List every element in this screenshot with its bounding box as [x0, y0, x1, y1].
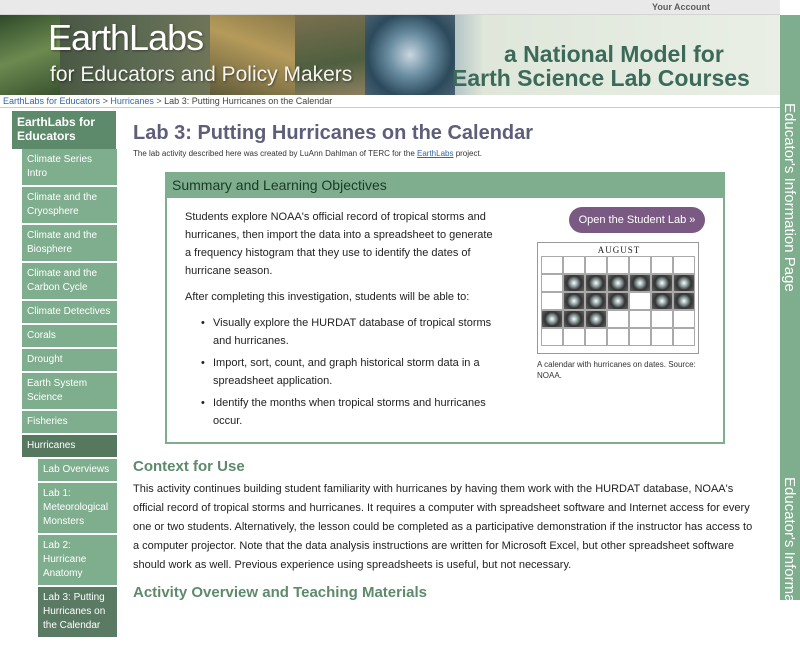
educator-info-label-repeat: Educator's Information Page — [781, 477, 798, 666]
account-bar — [0, 0, 780, 15]
sidebar-item-drought[interactable]: Drought — [22, 349, 117, 373]
site-subtitle: for Educators and Policy Makers — [50, 63, 353, 86]
sidebar-list — [22, 149, 117, 639]
calendar-cell — [651, 310, 673, 328]
calendar-cell — [541, 328, 563, 346]
calendar-cell — [629, 328, 651, 346]
hurricane-calendar-image — [537, 242, 699, 354]
site-banner[interactable] — [0, 15, 780, 95]
hurricane-day-cell — [629, 274, 651, 292]
credit-suffix: project. — [453, 149, 482, 158]
calendar-cell — [629, 256, 651, 274]
summary-heading: Summary and Learning Objectives — [167, 174, 723, 198]
objective-item: • Import, sort, count, and graph historical storm data in a spreadsheet application. — [195, 354, 495, 390]
hurricane-day-cell — [563, 274, 585, 292]
calendar-cell — [629, 310, 651, 328]
site-tagline-line2: Earth Science Lab Courses — [452, 65, 750, 91]
hurricane-day-cell — [585, 274, 607, 292]
hurricane-day-cell — [673, 274, 695, 292]
calendar-grid — [541, 256, 697, 352]
context-body: This activity continues building student familiarity with hurricanes by having them work with the HURDAT database, NOAA's official record of tropical storms and hurricanes. It requires a computer with spreadsheet software and Internet access for every one or two students. Alternatively, the lesson could be completed as a participative demonstration if the instructor has access to a computer projector. Note that the data analysis instructions are written for Microsoft Excel, but other spreadsheet software should work as well. Previous experience using spreadsheets is useful, but not necessary. — [133, 483, 753, 571]
calendar-caption: A calendar with hurricanes on dates. Source: NOAA. — [537, 360, 696, 380]
educator-info-tab — [780, 15, 800, 666]
calendar-cell — [585, 328, 607, 346]
calendar-month-label: AUGUST — [597, 245, 641, 255]
calendar-cell — [585, 256, 607, 274]
calendar-cell — [651, 328, 673, 346]
open-student-lab-button[interactable]: Open the Student Lab » — [569, 207, 705, 233]
sidebar-item-earth-system-science[interactable]: Earth System Science — [22, 373, 117, 411]
calendar-cell — [607, 328, 629, 346]
hurricane-day-cell — [673, 292, 695, 310]
summary-box — [165, 172, 725, 444]
activity-heading: Activity Overview and Teaching Materials — [133, 584, 427, 601]
hurricane-day-cell — [563, 292, 585, 310]
calendar-cell — [541, 274, 563, 292]
breadcrumb-link-hurricanes[interactable]: Hurricanes — [110, 96, 154, 106]
summary-body — [185, 208, 495, 434]
sidebar-header[interactable]: EarthLabs for Educators — [12, 111, 116, 149]
calendar-cell — [651, 256, 673, 274]
sidebar-item-hurricanes[interactable]: Hurricanes — [22, 435, 117, 459]
hurricane-day-cell — [651, 292, 673, 310]
calendar-cell — [607, 310, 629, 328]
educator-info-label: Educator's Information Page — [781, 103, 798, 292]
sidebar-item-fisheries[interactable]: Fisheries — [22, 411, 117, 435]
objective-item: • Visually explore the HURDAT database of tropical storms and hurricanes. — [195, 314, 495, 350]
breadcrumb-separator: > — [156, 96, 162, 106]
sidebar-subitem-lab-overviews[interactable]: Lab Overviews — [38, 459, 117, 483]
calendar-cell — [673, 256, 695, 274]
credit-prefix: The lab activity described here was created by LuAnn Dahlman of TERC for the — [133, 149, 417, 158]
hurricane-day-cell — [607, 292, 629, 310]
sidebar-item-climate-detectives[interactable]: Climate Detectives — [22, 301, 117, 325]
sidebar-item-climate-carbon-cycle[interactable]: Climate and the Carbon Cycle — [22, 263, 117, 301]
sidebar-item-climate-series-intro[interactable]: Climate Series Intro — [22, 149, 117, 187]
calendar-cell — [673, 328, 695, 346]
calendar-cell — [541, 256, 563, 274]
your-account-link[interactable]: Your Account — [652, 2, 710, 12]
summary-intro: Students explore NOAA's official record of tropical storms and hurricanes, then import the data into a spreadsheet to generate a frequency histogram that they use to identify the dates of hurricane season. — [185, 211, 493, 277]
calendar-cell — [607, 256, 629, 274]
calendar-cell — [673, 310, 695, 328]
sidebar-subitem-lab2[interactable]: Lab 2: Hurricane Anatomy — [38, 535, 117, 587]
credit-earthlabs-link[interactable]: EarthLabs — [417, 149, 454, 158]
objectives-list — [185, 314, 495, 430]
hurricane-day-cell — [563, 310, 585, 328]
context-heading: Context for Use — [133, 458, 245, 475]
summary-after: After completing this investigation, students will be able to: — [185, 291, 470, 303]
credit-line — [133, 149, 482, 158]
calendar-cell — [563, 256, 585, 274]
main-content — [133, 108, 773, 600]
hurricane-day-cell — [607, 274, 629, 292]
hurricane-day-cell — [585, 310, 607, 328]
breadcrumb-current: Lab 3: Putting Hurricanes on the Calendar — [164, 96, 333, 106]
breadcrumb-separator: > — [102, 96, 108, 106]
calendar-cell — [563, 328, 585, 346]
objective-item: • Identify the months when tropical storms and hurricanes occur. — [195, 394, 495, 430]
calendar-cell — [541, 292, 563, 310]
sidebar-item-climate-biosphere[interactable]: Climate and the Biosphere — [22, 225, 117, 263]
page-title: Lab 3: Putting Hurricanes on the Calendar — [133, 122, 534, 144]
sidebar-item-climate-cryosphere[interactable]: Climate and the Cryosphere — [22, 187, 117, 225]
site-logo[interactable]: EarthLabs — [48, 17, 204, 58]
hurricane-day-cell — [585, 292, 607, 310]
sidebar-subitem-lab3[interactable]: Lab 3: Putting Hurricanes on the Calendar — [38, 587, 117, 639]
hurricane-day-cell — [541, 310, 563, 328]
sidebar-item-corals[interactable]: Corals — [22, 325, 117, 349]
sidebar-nav — [0, 108, 117, 631]
sidebar-subitem-lab1[interactable]: Lab 1: Meteorological Monsters — [38, 483, 117, 535]
hurricane-day-cell — [651, 274, 673, 292]
breadcrumb — [0, 95, 780, 108]
site-tagline-line1: a National Model for — [504, 41, 724, 67]
breadcrumb-link-earthlabs[interactable]: EarthLabs for Educators — [3, 96, 101, 106]
banner-photo-hurricane — [365, 15, 455, 95]
calendar-cell — [629, 292, 651, 310]
